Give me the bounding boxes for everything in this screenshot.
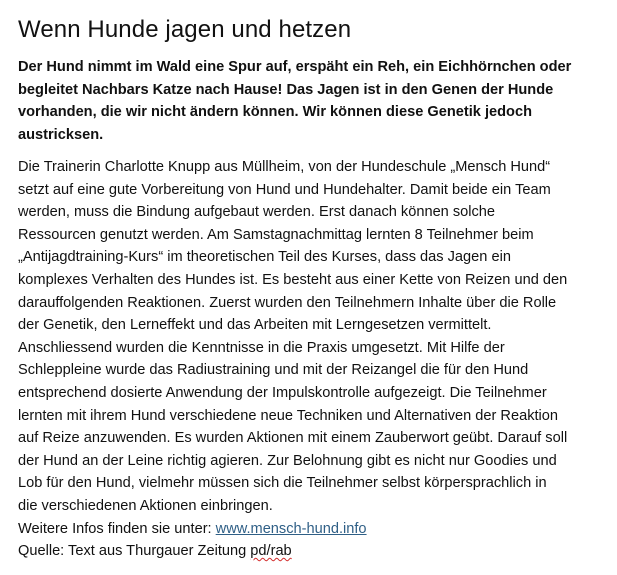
body-line: lernten mit ihrem Hund verschiedene neue Techniken und Alternativen der Reaktion (18, 407, 559, 424)
body-line: darauffolgenden Reaktionen. Zuerst wurden den Teilnehmern Inhalte über die Rolle (18, 294, 557, 311)
info-line (18, 518, 599, 541)
website-link[interactable]: www.mensch-hund.info (215, 520, 367, 537)
body-line: Die Trainerin Charlotte Knupp aus Müllheim, von der Hundeschule „Mensch Hund“ (18, 159, 551, 175)
body-line: komplexes Verhalten des Hundes ist. Es besteht aus einer Kette von Reizen und den (18, 271, 568, 288)
body-line: Schleppleine wurde das Radiustraining und mit der Reizangel die für den Hund (18, 362, 529, 379)
source-line (18, 540, 599, 563)
body-line: Anschliessend wurden die Kenntnisse in die Praxis umgesetzt. Mit Hilfe der (18, 339, 505, 356)
body-line: entsprechend dosierte Anwendung der Impulskontrolle aufgezeigt. Die Teilnehmer (18, 384, 547, 401)
body-line: Ressourcen genutzt werden. Am Samstagnachmittag lernten 8 Teilnehmer beim (18, 226, 534, 243)
info-prefix: Weitere Infos finden sie unter: (18, 520, 216, 537)
body-line: die verschiedenen Aktionen einbringen. (18, 497, 273, 514)
body-line: „Antijagdtraining-Kurs“ im theoretischen Teil des Kurses, dass das Jagen ein (18, 249, 511, 266)
body-line: Lob für den Hund, vielmehr müssen sich die Teilnehmer selbst körpersprachlich in (18, 475, 547, 492)
lead-line: vorhanden, die wir nicht ändern können. Wir können diese Genetik jedoch (18, 104, 532, 120)
spellcheck-marked-word: pd/rab (250, 543, 292, 560)
lead-line: austricksen. (18, 126, 104, 143)
lead-line: Der Hund nimmt im Wald eine Spur auf, erspäht ein Reh, ein Eichhörnchen oder (18, 59, 572, 75)
article-body (18, 156, 599, 563)
body-line: der Hund an der Leine richtig agieren. Zur Belohnung gibt es nicht nur Goodies und (18, 452, 557, 469)
lead-line: begleitet Nachbars Katze nach Hause! Das Jagen ist in den Genen der Hunde (18, 81, 554, 98)
body-line: werden, muss die Bindung aufgebaut werden. Erst danach können solche (18, 204, 496, 221)
body-line: auf Reize anzuwenden. Es wurden Aktionen mit einem Zauberwort geübt. Darauf soll (18, 430, 568, 447)
article-title: Wenn Hunde jagen und hetzen (18, 16, 352, 43)
article-lead (18, 56, 599, 146)
source-prefix: Quelle: Text aus Thurgauer Zeitung (18, 543, 251, 560)
body-line: setzt auf eine gute Vorbereitung von Hund und Hundehalter. Damit beide ein Team (18, 181, 551, 198)
body-line: der Genetik, den Lerneffekt und das Arbeiten mit Lerngesetzen vermittelt. (18, 317, 492, 334)
